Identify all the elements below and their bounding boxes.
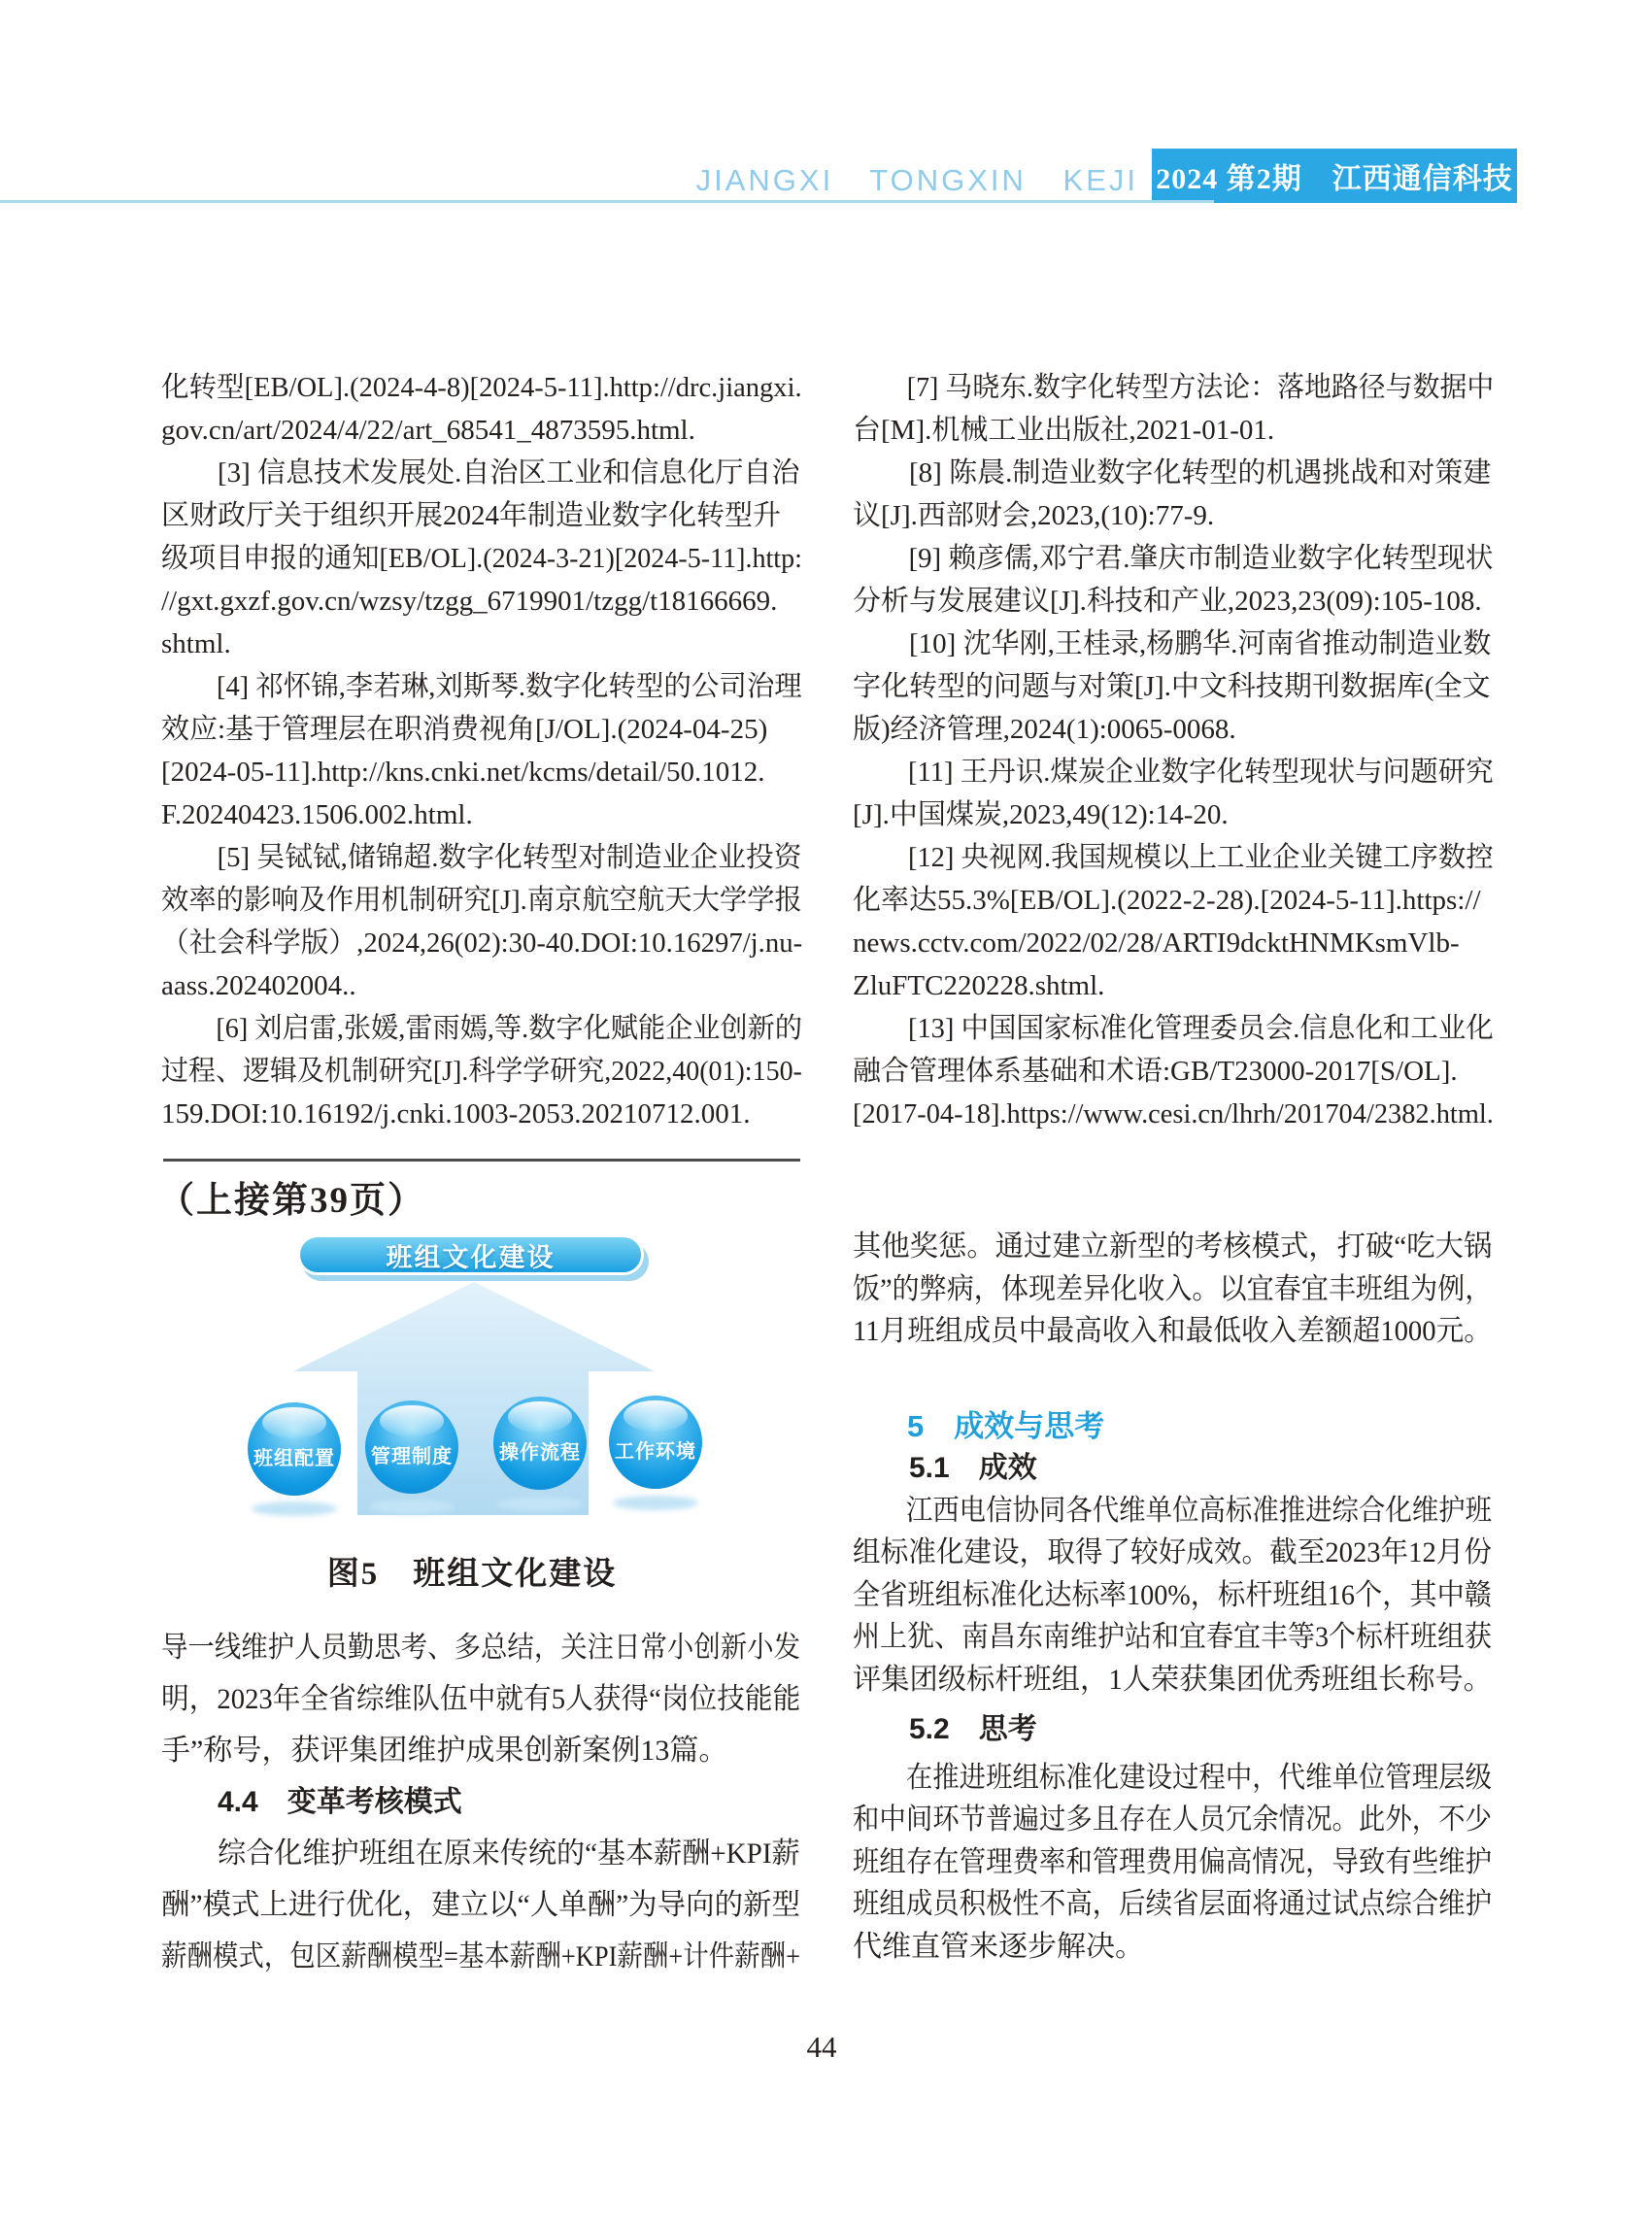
text-line: 班组存在管理费率和管理费用偏高情况，导致有些维护 [853, 1845, 1493, 1878]
paragraph [853, 1490, 1492, 1702]
text-line: gov.cn/art/2024/4/22/art_68541_4873595.html. [161, 415, 695, 446]
text-line: [5] 吴铽铽,储锦超.数字化转型对制造业企业投资 [161, 842, 802, 873]
text-line: 薪酬模式，包区薪酬模型=基本薪酬+KPI薪酬+计件薪酬+ [161, 1940, 800, 1972]
text-line: [2024-05-11].http://kns.cnki.net/kcms/detail/50.1012. [161, 757, 765, 788]
text-line: [10] 沈华刚,王桂录,杨鹏华.河南省推动制造业数 [853, 628, 1492, 659]
text-line: [12] 央视网.我国规模以上工业企业关键工序数控 [853, 842, 1494, 873]
figure-caption: 图5 班组文化建设 [326, 1557, 618, 1592]
figure-node-label: 工作环境 [615, 1440, 696, 1463]
issue-badge: 2024 第2期 江西通信科技 [1152, 149, 1517, 203]
circle-shadow [497, 1497, 583, 1511]
figure-node-label: 操作流程 [499, 1441, 581, 1464]
figure-node-work-environment [609, 1396, 702, 1489]
text-line: aass.202402004.. [161, 970, 356, 1001]
body-right-column [853, 1226, 1492, 1968]
text-line: 版)经济管理,2024(1):0065-0068. [853, 714, 1236, 745]
circle-shadow [369, 1500, 455, 1514]
text-line: 饭”的弊病，体现差异化收入。以宜春宜丰班组为例， [853, 1272, 1493, 1305]
text-line: 级项目申报的通知[EB/OL].(2024-3-21)[2024-5-11].http: [161, 543, 802, 574]
text-line: 全省班组标准化达标率100%，标杆班组16个，其中赣 [853, 1578, 1492, 1611]
paragraph [161, 1828, 800, 1982]
text-line: 班组成员积极性不高，后续省层面将通过试点综合维护 [853, 1888, 1493, 1920]
circle-shadow [252, 1501, 337, 1516]
figure-node-team-config [248, 1402, 341, 1496]
text-line: 评集团级标杆班组，1人荣获集团优秀班组长称号。 [853, 1663, 1492, 1696]
text-line: shtml. [161, 628, 231, 659]
figure-node-operation-process [493, 1397, 587, 1490]
heading-4-4: 4.4 变革考核模式 [218, 1786, 462, 1818]
text-line: 化率达55.3%[EB/OL].(2022-2-28).[2024-5-11].https:// [853, 885, 1481, 916]
text-line: 手”称号，获评集团维护成果创新案例13篇。 [161, 1735, 728, 1767]
text-line: [6] 刘启雷,张媛,雷雨嫣,等.数字化赋能企业创新的 [161, 1013, 803, 1044]
text-line: 组标准化建设，取得了较好成效。截至2023年12月份 [853, 1536, 1492, 1568]
heading-5: 5 成效与思考 [907, 1408, 1105, 1443]
text-line: 江西电信协同各代维单位高标准推进综合化维护班 [853, 1494, 1493, 1527]
text-line: [9] 赖彦儒,邓宁君.肇庆市制造业数字化转型现状 [853, 543, 1494, 574]
section-divider-rule [163, 1159, 800, 1162]
text-line: [7] 马晓东.数字化转型方法论：落地路径与数据中 [853, 372, 1495, 403]
text-line: 在推进班组标准化建设过程中，代维单位管理层级 [853, 1761, 1493, 1794]
text-line: 效应:基于管理层在职消费视角[J/OL].(2024-04-25) [161, 714, 768, 745]
text-line: [8] 陈晨.制造业数字化转型的机遇挑战和对策建 [853, 457, 1492, 489]
text-line: [3] 信息技术发展处.自治区工业和信息化厅自治 [161, 457, 800, 489]
text-line: 酬”模式上进行优化，建立以“人单酬”为导向的新型 [161, 1889, 800, 1921]
text-line: 明，2023年全省综维队伍中就有5人获得“岗位技能能 [161, 1683, 801, 1715]
text-line: //gxt.gxzf.gov.cn/wzsy/tzgg_6719901/tzgg/t18166669. [161, 586, 778, 617]
up-arrow-icon [287, 1279, 660, 1515]
figure-node-management-system [365, 1400, 458, 1494]
page-number: 44 [806, 2030, 837, 2064]
heading-5-1: 5.1 成效 [909, 1452, 1037, 1484]
text-line: ZluFTC220228.shtml. [853, 970, 1105, 1001]
text-line: 11月班组成员中最高收入和最低收入差额超1000元。 [853, 1315, 1492, 1347]
figure-title-banner: 班组文化建设 [297, 1234, 644, 1275]
text-line: （社会科学版）,2024,26(02):30-40.DOI:10.16297/j.nu- [161, 927, 803, 959]
text-line: news.cctv.com/2022/02/28/ARTI9dcktHNMKsmVlb- [853, 927, 1460, 959]
text-line: 分析与发展建议[J].科技和产业,2023,23(09):105-108. [853, 586, 1482, 617]
paragraph [853, 1757, 1492, 1969]
text-line: [13] 中国国家标准化管理委员会.信息化和工业化 [853, 1013, 1494, 1044]
paragraph [161, 1622, 800, 1776]
paragraph [853, 1226, 1492, 1353]
text-line: [J].中国煤炭,2023,49(12):14-20. [853, 799, 1229, 830]
references-right-column [853, 366, 1494, 1135]
text-line: F.20240423.1506.002.html. [161, 799, 473, 830]
text-line: 效率的影响及作用机制研究[J].南京航空航天大学学报 [161, 885, 802, 916]
figure-node-label: 管理制度 [371, 1445, 453, 1467]
header-rule [0, 200, 1214, 203]
text-line: [2017-04-18].https://www.cesi.cn/lhrh/201704/2382.html. [853, 1098, 1494, 1129]
text-line: 州上犹、南昌东南维护站和宜春宜丰等3个标杆班组获 [853, 1621, 1492, 1653]
text-line: 159.DOI:10.16192/j.cnki.1003-2053.20210712.001. [161, 1098, 751, 1129]
text-line: 导一线维护人员勤思考、多总结，关注日常小创新小发 [161, 1632, 801, 1664]
text-line: 融合管理体系基础和术语:GB/T23000-2017[S/OL]. [853, 1056, 1458, 1087]
journal-pinyin-title: JIANGXI TONGXIN KEJI [695, 163, 1138, 197]
text-line: 其他奖惩。通过建立新型的考核模式，打破“吃大锅 [853, 1230, 1493, 1263]
heading-5-2: 5.2 思考 [909, 1713, 1037, 1745]
text-line: 区财政厅关于组织开展2024年制造业数字化转型升 [161, 500, 782, 531]
body-left-column [161, 1622, 800, 1982]
text-line: 化转型[EB/OL].(2024-4-8)[2024-5-11].http://drc.jiangxi. [161, 372, 802, 403]
continued-from-note: （上接第39页） [158, 1181, 425, 1221]
text-line: 综合化维护班组在原来传统的“基本薪酬+KPI薪 [161, 1837, 800, 1870]
text-line: [4] 祁怀锦,李若琳,刘斯琴.数字化转型的公司治理 [161, 671, 802, 702]
text-line: 台[M].机械工业出版社,2021-01-01. [853, 415, 1275, 446]
text-line: 代维直管来逐步解决。 [853, 1930, 1144, 1963]
text-line: [11] 王丹识.煤炭企业数字化转型现状与问题研究 [853, 757, 1494, 788]
references-left-column [161, 366, 802, 1135]
text-line: 字化转型的问题与对策[J].中文科技期刊数据库(全文 [853, 671, 1491, 702]
circle-shadow [613, 1496, 698, 1510]
text-line: 议[J].西部财会,2023,(10):77-9. [853, 500, 1215, 531]
text-line: 过程、逻辑及机制研究[J].科学学研究,2022,40(01):150- [161, 1056, 802, 1087]
text-line: 和中间环节普遍过多且存在人员冗余情况。此外，不少 [853, 1804, 1493, 1836]
figure-node-label: 班组配置 [253, 1447, 335, 1469]
